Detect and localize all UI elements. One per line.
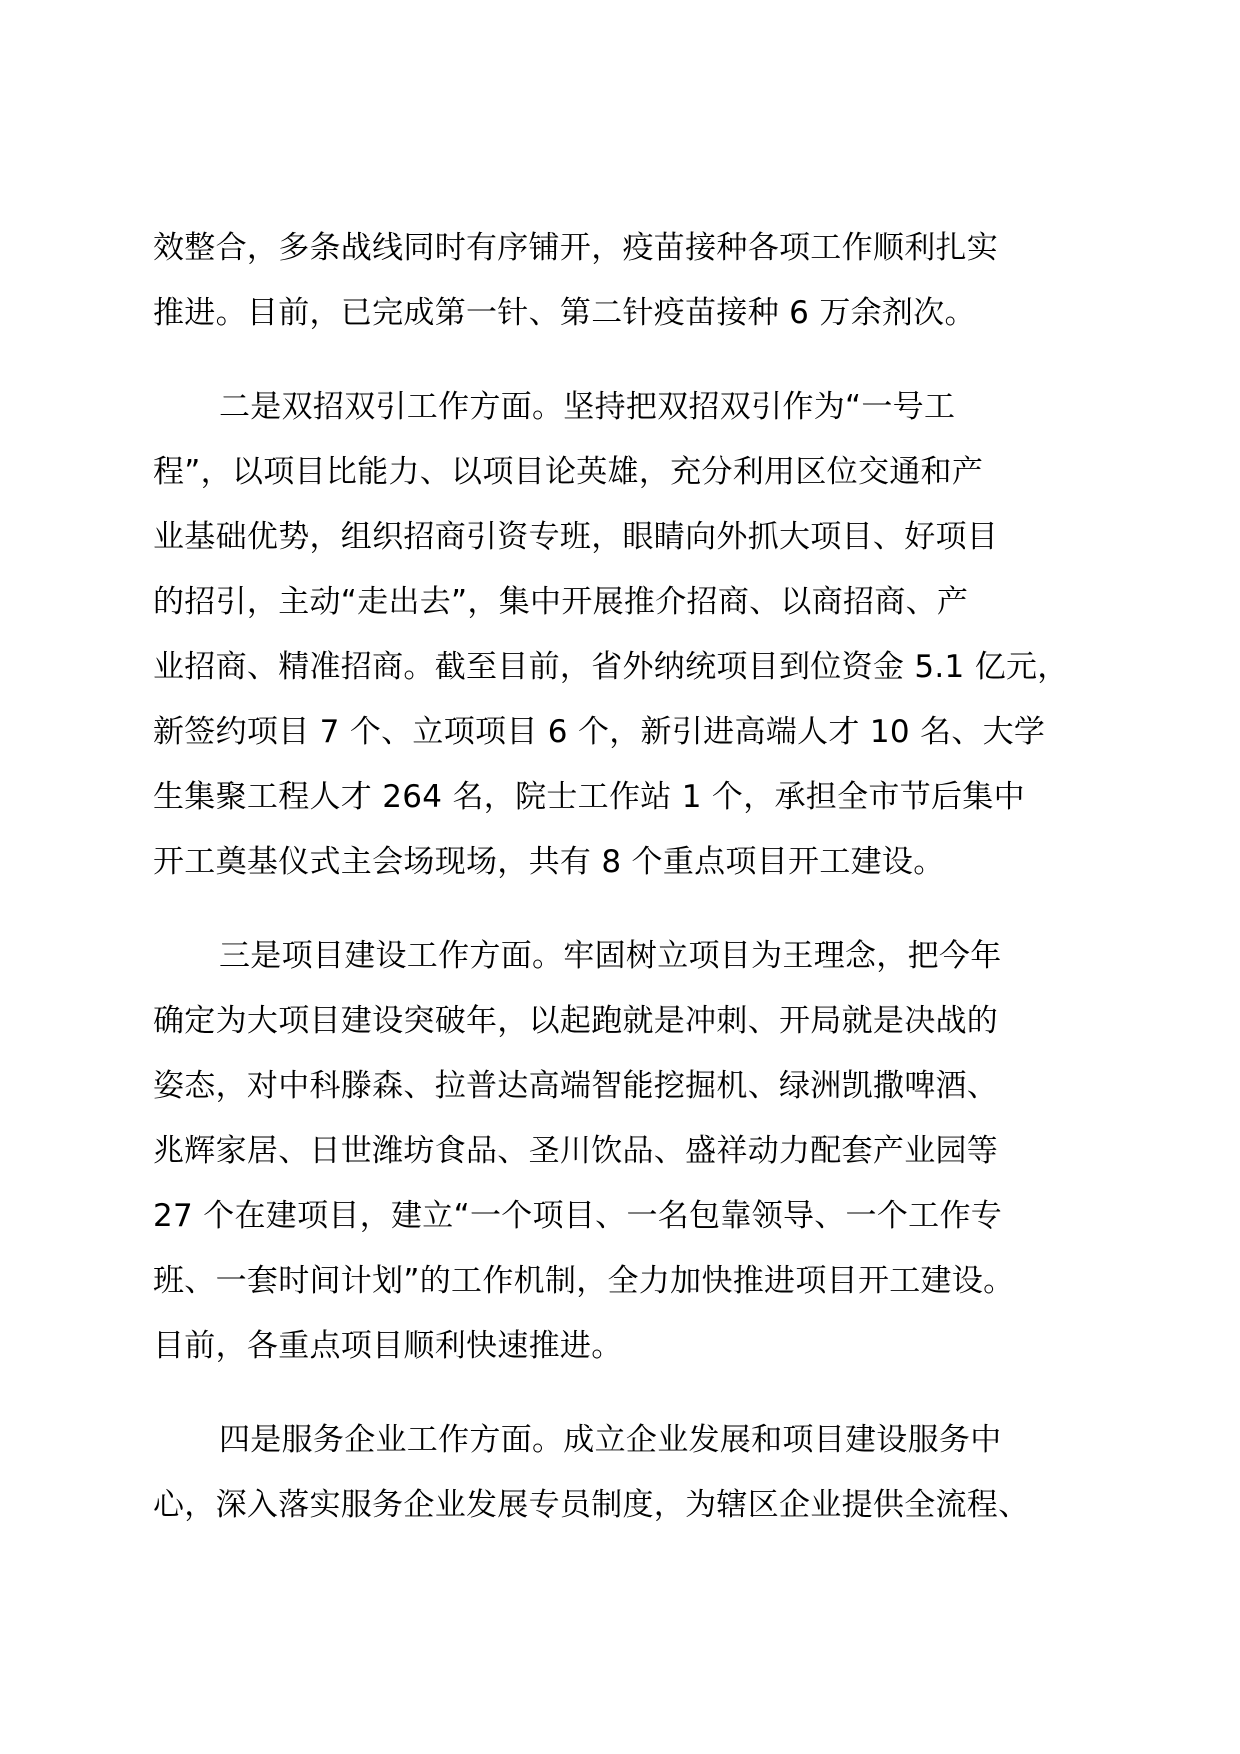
text-line: 开工奠基仪式主会场现场，共有 8 个重点项目开工建设。 [153, 844, 945, 880]
text-line: 四是服务企业工作方面。成立企业发展和项目建设服务中 [219, 1422, 1002, 1458]
text-line: 推进。目前，已完成第一针、第二针疫苗接种 6 万余剂次。 [153, 295, 976, 331]
text-line: 姿态，对中科滕森、拉普达高端智能挖掘机、绿洲凯撒啤酒、 [153, 1068, 999, 1104]
text-line: 心，深入落实服务企业发展专员制度，为辖区企业提供全流程、 [153, 1487, 1030, 1523]
text-line: 班、一套时间计划”的工作机制，全力加快推进项目开工建设。 [153, 1263, 1015, 1299]
text-line: 二是双招双引工作方面。坚持把双招双引作为“一号工 [219, 389, 956, 425]
text-line: 目前，各重点项目顺利快速推进。 [153, 1328, 623, 1364]
text-line: 的招引，主动“走出去”，集中开展推介招商、以商招商、产 [153, 584, 969, 620]
text-line: 兆辉家居、日世潍坊食品、圣川饮品、盛祥动力配套产业园等 [153, 1133, 999, 1169]
text-line: 程”，以项目比能力、以项目论英雄，充分利用区位交通和产 [153, 454, 984, 490]
text-line: 27 个在建项目，建立“一个项目、一名包靠领导、一个工作专 [153, 1198, 1003, 1234]
paragraph-investment-talent [153, 375, 1093, 895]
text-line: 新签约项目 7 个、立项项目 6 个，新引进高端人才 10 名、大学 [153, 714, 1046, 750]
text-line: 效整合，多条战线同时有序铺开，疫苗接种各项工作顺利扎实 [153, 230, 999, 266]
text-line: 生集聚工程人才 264 名，院士工作站 1 个，承担全市节后集中 [153, 779, 1025, 815]
document-body [153, 216, 1093, 1538]
text-line: 确定为大项目建设突破年，以起跑就是冲刺、开局就是决战的 [153, 1003, 999, 1039]
paragraph-vaccination [153, 216, 1093, 346]
paragraph-enterprise-service [153, 1408, 1093, 1538]
text-line: 三是项目建设工作方面。牢固树立项目为王理念，把今年 [219, 938, 1002, 974]
paragraph-project-construction [153, 924, 1093, 1379]
text-line: 业基础优势，组织招商引资专班，眼睛向外抓大项目、好项目 [153, 519, 999, 555]
text-line: 业招商、精准招商。截至目前，省外纳统项目到位资金 5.1 亿元， [153, 649, 1069, 685]
